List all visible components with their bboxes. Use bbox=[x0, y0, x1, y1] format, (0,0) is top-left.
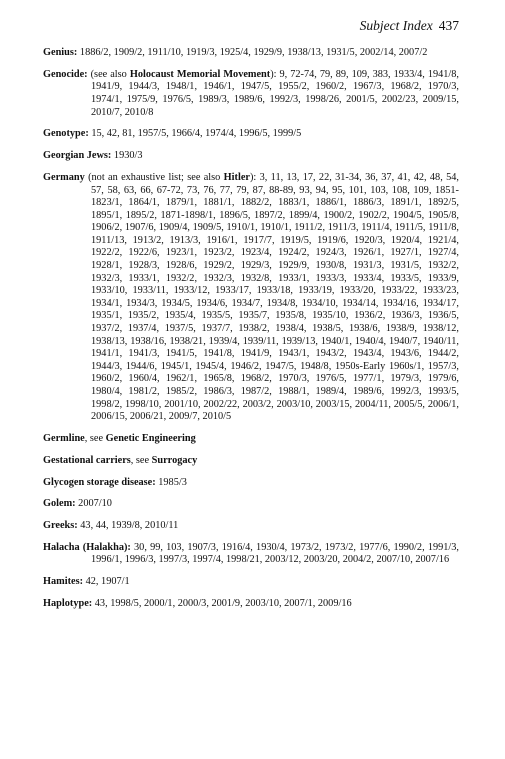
entry-term: Genocide: bbox=[43, 68, 88, 80]
entry-references: 30, 99, 103, 1907/3, 1916/4, 1930/4, 1973/2, 1973/2, 1977/6, 1990/2, 1991/3, 1996/1, 1996/3, 1997/3, 1997/4, 1998/21, 2003/12, 2003/20, 2004/2, 2007/10, 2007/16 bbox=[91, 541, 460, 566]
index-entry-genotype bbox=[43, 128, 459, 141]
entry-cross-reference: Holocaust Memorial Movement bbox=[129, 68, 271, 80]
index-entry-genius bbox=[43, 47, 459, 60]
index-entry-haplotype bbox=[43, 598, 459, 611]
index-entry-halacha bbox=[43, 542, 459, 567]
index-entry-greeks bbox=[43, 520, 459, 533]
entry-term: Gestational carriers bbox=[43, 454, 131, 466]
entry-references: 1985/3 bbox=[155, 476, 187, 488]
entry-cross-reference: Surrogacy bbox=[151, 454, 198, 466]
entry-references: 42, 1907/1 bbox=[83, 576, 130, 588]
entry-see-also-prefix: (not an exhaustive list; see also bbox=[84, 171, 224, 183]
entry-see-prefix: , see bbox=[130, 454, 152, 466]
entry-references: ): 3, 11, 13, 17, 22, 31-34, 36, 37, 41, 42, 48, 54, 57, 58, 63, 66, 67-72, 73, 76, 77, 79, 87, 88-89, 93, 94, 95, 101, 103, 108, 109, 1851-1823/1, 1864/1, 1879/1, 1881/1, 1882/2, 1883/1, 1886/1, 1886/3, 1891/1, 1892/5, 1895/1, 1895/2, 1871-1898/1, 1896/5, 1897/2, 1899/4, 1900/2, 1902/2, 1904/5, 1905/8, 1906/2, 1907/6, 1909/4, 1909/5, 1910/1, 1910/1, 1911/2, 1911/3, 1911/4, 1911/5, 1911/8, 1911/13, 1913/2, 1913/3, 1916/1, 1917/7, 1919/5, 1919/6, 1920/3, 1920/4, 1921/4, 1922/2, 1922/6, 1923/1, 1923/2, 1923/4, 1924/2, 1924/3, 1926/1, 1927/1, 1927/4, 1928/1, 1928/3, 1928/6, 1929/2, 1929/3, 1929/9, 1930/8, 1931/3, 1931/5, 1932/2, 1932/3, 1933/1, 1932/2, 1932/3, 1932/8, 1933/1, 1933/3, 1933/4, 1933/5, 1933/9, 1933/10, 1933/11, 1933/12, 1933/17, 1933/18, 1933/19, 1933/20, 1933/22, 1933/23, 1934/1, 1934/3, 1934/5, 1934/6, 1934/7, 1934/8, 1934/10, 1934/14, 1934/16, 1934/17, 1935/1, 1935/2, 1935/4, 1935/5, 1935/7, 1935/8, 1935/10, 1936/2, 1936/3, 1936/5, 1937/2, 1937/4, 1937/5, 1937/7, 1938/2, 1938/4, 1938/5, 1938/6, 1938/9, 1938/12, 1938/13, 1938/16, 1938/21, 1939/4, 1939/11, 1939/13, 1940/1, 1940/4, 1940/7, 1940/11, 1941/1, 1941/3, 1941/5, 1941/8, 1941/9, 1943/1, 1943/2, 1943/4, 1943/6, 1944/2, 1944/3, 1944/6, 1945/1, 1945/4, 1946/2, 1947/5, 1948/8, 1950s-Early 1960s/1, 1957/3, 1960/2, 1960/4, 1962/1, 1965/8, 1968/2, 1970/3, 1976/5, 1977/1, 1979/3, 1979/6, 1980/4, 1981/2, 1985/2, 1986/3, 1987/2, 1988/1, 1989/4, 1989/6, 1992/3, 1993/5, 1998/2, 1998/10, 2001/10, 2002/22, 2003/2, 2003/10, 2003/15, 2004/11, 2005/5, 2006/1, 2006/15, 2006/21, 2009/7, 2010/5 bbox=[91, 171, 459, 423]
entry-cross-reference: Genetic Engineering bbox=[105, 432, 196, 444]
entry-references: 15, 42, 81, 1957/5, 1966/4, 1974/4, 1996/5, 1999/5 bbox=[88, 128, 302, 140]
entry-references: 43, 1998/5, 2000/1, 2000/3, 2001/9, 2003/10, 2007/1, 2009/16 bbox=[92, 598, 352, 610]
entry-term: Hamites: bbox=[43, 576, 84, 588]
section-title: Subject Index bbox=[359, 18, 433, 33]
page-number: 437 bbox=[438, 18, 459, 33]
index-entry-genocide bbox=[43, 69, 459, 119]
entry-term: Haplotype: bbox=[43, 598, 93, 610]
entry-term: Glycogen storage disease: bbox=[43, 476, 156, 488]
entry-term: Georgian Jews: bbox=[43, 150, 112, 162]
entry-references: 2007/10 bbox=[75, 498, 112, 510]
index-entries bbox=[43, 47, 459, 620]
entry-references: ): 9, 72-74, 79, 89, 109, 383, 1933/4, 1941/8, 1941/9, 1944/3, 1948/1, 1946/1, 1947/5, 1955/2, 1960/2, 1967/3, 1968/2, 1970/3, 1974/1, 1975/9, 1976/5, 1989/3, 1989/6, 1992/3, 1998/26, 2001/5, 2002/23, 2009/15, 2010/7, 2010/8 bbox=[91, 68, 459, 118]
index-entry-germany bbox=[43, 172, 459, 424]
index-entry-gestational-carriers bbox=[43, 455, 459, 468]
entry-references: 1886/2, 1909/2, 1911/10, 1919/3, 1925/4, 1929/9, 1938/13, 1931/5, 2002/14, 2007/2 bbox=[77, 47, 428, 58]
entry-term: Germany bbox=[43, 171, 85, 183]
entry-references: 43, 44, 1939/8, 2010/11 bbox=[77, 520, 179, 532]
entry-references: 1930/3 bbox=[111, 150, 143, 162]
entry-term: Golem: bbox=[43, 498, 76, 510]
entry-see-prefix: , see bbox=[84, 432, 106, 444]
index-entry-glycogen-storage-disease bbox=[43, 477, 459, 490]
entry-term: Germline bbox=[43, 432, 85, 444]
running-header bbox=[360, 18, 459, 34]
index-entry-georgian-jews bbox=[43, 150, 459, 163]
entry-see-also-prefix: (see also bbox=[87, 68, 130, 80]
entry-term: Genius: bbox=[43, 47, 78, 58]
entry-term: Greeks: bbox=[43, 520, 78, 532]
index-entry-hamites bbox=[43, 576, 459, 589]
index-entry-golem bbox=[43, 498, 459, 511]
entry-term: Halacha (Halakha): bbox=[43, 541, 131, 553]
entry-term: Genotype: bbox=[43, 128, 89, 140]
index-entry-germline bbox=[43, 433, 459, 446]
entry-cross-reference: Hitler bbox=[223, 171, 250, 183]
